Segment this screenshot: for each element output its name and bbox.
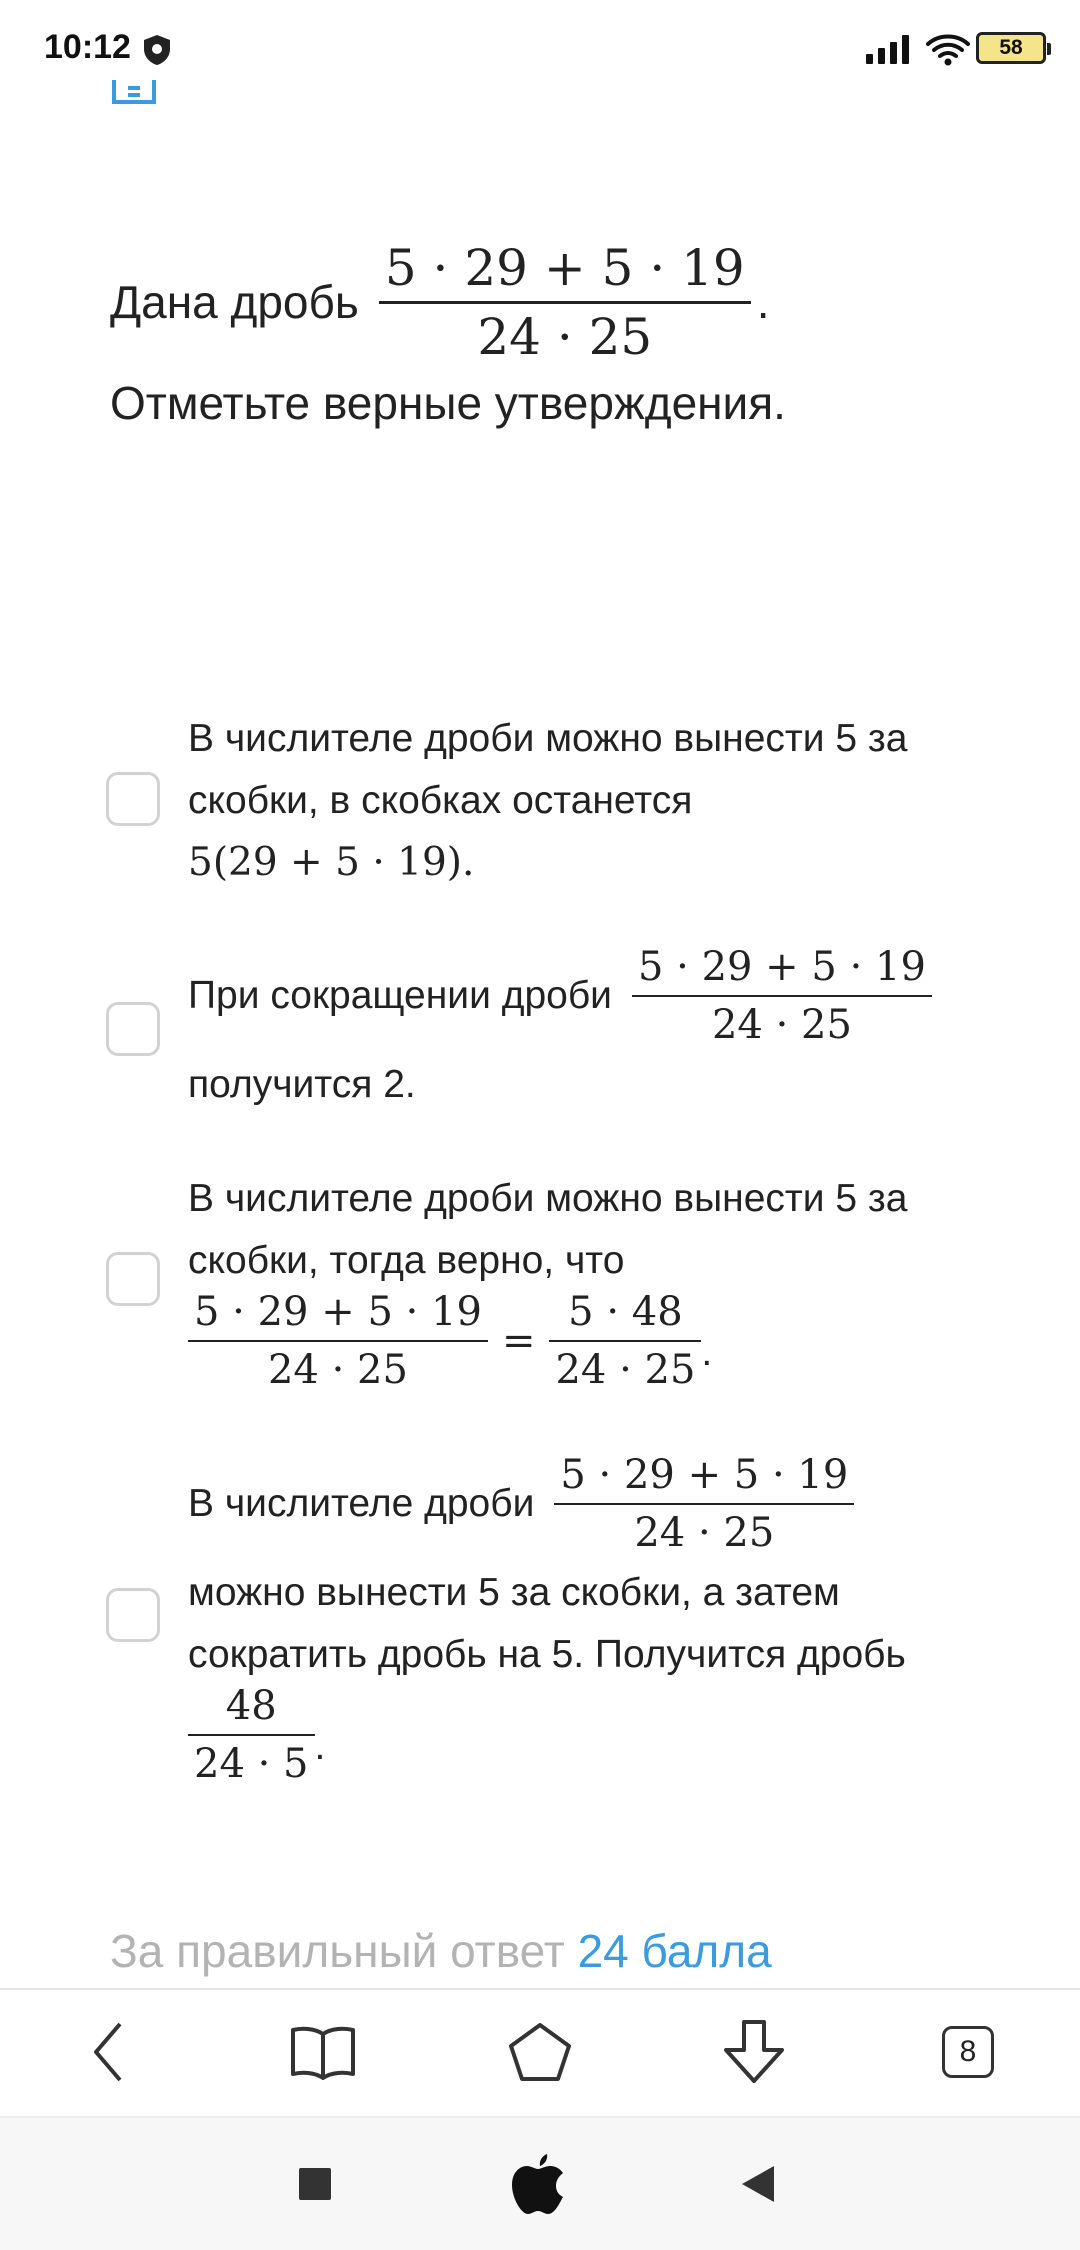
option-4-text-before: В числителе дроби [188, 1482, 535, 1525]
option-4-line2: можно вынести 5 за скобки, а затем [188, 1571, 840, 1614]
tabs-count: 8 [942, 2026, 994, 2078]
option-4-result-fraction [188, 1682, 315, 1788]
points-prefix: За правильный ответ [110, 1925, 565, 1977]
fraction-numerator: 5 · 48 [568, 1289, 683, 1335]
option-1-line1: В числителе дроби можно вынести 5 за [188, 717, 908, 760]
option-1[interactable] [0, 708, 1080, 888]
fraction-numerator: 5 · 29 + 5 · 19 [560, 1452, 849, 1498]
option-3-trailing: . [701, 1331, 713, 1374]
battery-icon [976, 32, 1046, 64]
status-time: 10:12 [44, 28, 131, 66]
option-2-fraction [632, 943, 932, 1049]
status-bar [0, 0, 1080, 96]
question [110, 232, 1010, 430]
option-3-line2: скобки, тогда верно, что [188, 1239, 625, 1282]
option-4[interactable] [0, 1446, 1080, 1786]
points-text [110, 1924, 772, 1978]
back-button[interactable] [68, 2012, 148, 2092]
book-icon [290, 2024, 356, 2080]
option-4-fraction [554, 1451, 854, 1557]
apple-logo-icon [510, 2152, 566, 2216]
option-1-checkbox[interactable] [106, 772, 160, 826]
option-2-text [188, 938, 988, 1116]
system-nav-bar [0, 2116, 1080, 2250]
home-button[interactable] [500, 2012, 580, 2092]
download-button[interactable] [714, 2012, 794, 2092]
signal-icon [866, 34, 912, 64]
option-4-checkbox[interactable] [106, 1588, 160, 1642]
fraction-numerator: 5 · 29 + 5 · 19 [637, 944, 926, 990]
question-fraction [379, 239, 751, 366]
download-icon [721, 2019, 787, 2085]
option-3-text [188, 1168, 988, 1396]
question-trailing: . [756, 276, 770, 328]
option-1-line3: 5(29 + 5 · 19). [188, 840, 475, 885]
option-1-line2: скобки, в скобках останется [188, 779, 693, 822]
fraction-denominator: 24 · 25 [477, 307, 653, 366]
fraction-bar [188, 1734, 315, 1736]
option-3[interactable] [0, 1168, 1080, 1398]
option-2-text-after: получится 2. [188, 1063, 416, 1106]
option-3-line1: В числителе дроби можно вынести 5 за [188, 1177, 908, 1220]
recents-button[interactable] [285, 2154, 345, 2214]
fraction-bar [188, 1340, 488, 1342]
fraction-denominator: 24 · 25 [267, 1347, 408, 1393]
fraction-numerator: 5 · 29 + 5 · 19 [194, 1289, 482, 1335]
system-back-button[interactable] [728, 2154, 788, 2214]
chevron-left-icon [88, 2020, 128, 2084]
browser-toolbar [0, 1988, 1080, 2118]
wifi-icon [926, 32, 970, 66]
option-3-checkbox[interactable] [106, 1252, 160, 1306]
system-home-button[interactable] [508, 2154, 568, 2214]
option-4-line3: сократить дробь на 5. Получится дробь [188, 1633, 906, 1676]
points-value: 24 балла [577, 1925, 772, 1977]
question-intro: Дана дробь [110, 276, 359, 328]
option-4-trailing: . [314, 1725, 326, 1768]
fraction-bar [379, 301, 751, 304]
home-icon [508, 2022, 572, 2082]
shield-icon [142, 34, 172, 66]
question-instruction: Отметьте верные утверждения. [110, 377, 786, 429]
fraction-denominator: 24 · 25 [634, 1510, 775, 1556]
option-1-text [188, 708, 988, 894]
fraction-bar [549, 1340, 701, 1342]
fraction-denominator: 24 · 25 [555, 1347, 696, 1393]
fraction-numerator: 48 [225, 1683, 277, 1729]
fraction-numerator: 5 · 29 + 5 · 19 [384, 238, 745, 297]
option-4-text [188, 1446, 988, 1790]
option-2-text-before: При сокращении дроби [188, 974, 612, 1017]
fraction-bar [554, 1503, 854, 1505]
option-3-fraction-left [188, 1288, 488, 1394]
option-2[interactable] [0, 938, 1080, 1108]
triangle-left-icon [740, 2164, 776, 2204]
battery-level: 58 [999, 36, 1023, 59]
option-3-fraction-right [549, 1288, 701, 1394]
reader-button[interactable] [283, 2012, 363, 2092]
fraction-denominator: 24 · 25 [711, 1002, 852, 1048]
option-2-checkbox[interactable] [106, 1002, 160, 1056]
tabs-button[interactable] [928, 2012, 1008, 2092]
option-3-equals: = [501, 1318, 536, 1364]
toolbar-partial-icon[interactable] [110, 80, 158, 106]
fraction-bar [632, 995, 932, 997]
fraction-denominator: 24 · 5 [194, 1741, 309, 1787]
square-icon [298, 2167, 332, 2201]
